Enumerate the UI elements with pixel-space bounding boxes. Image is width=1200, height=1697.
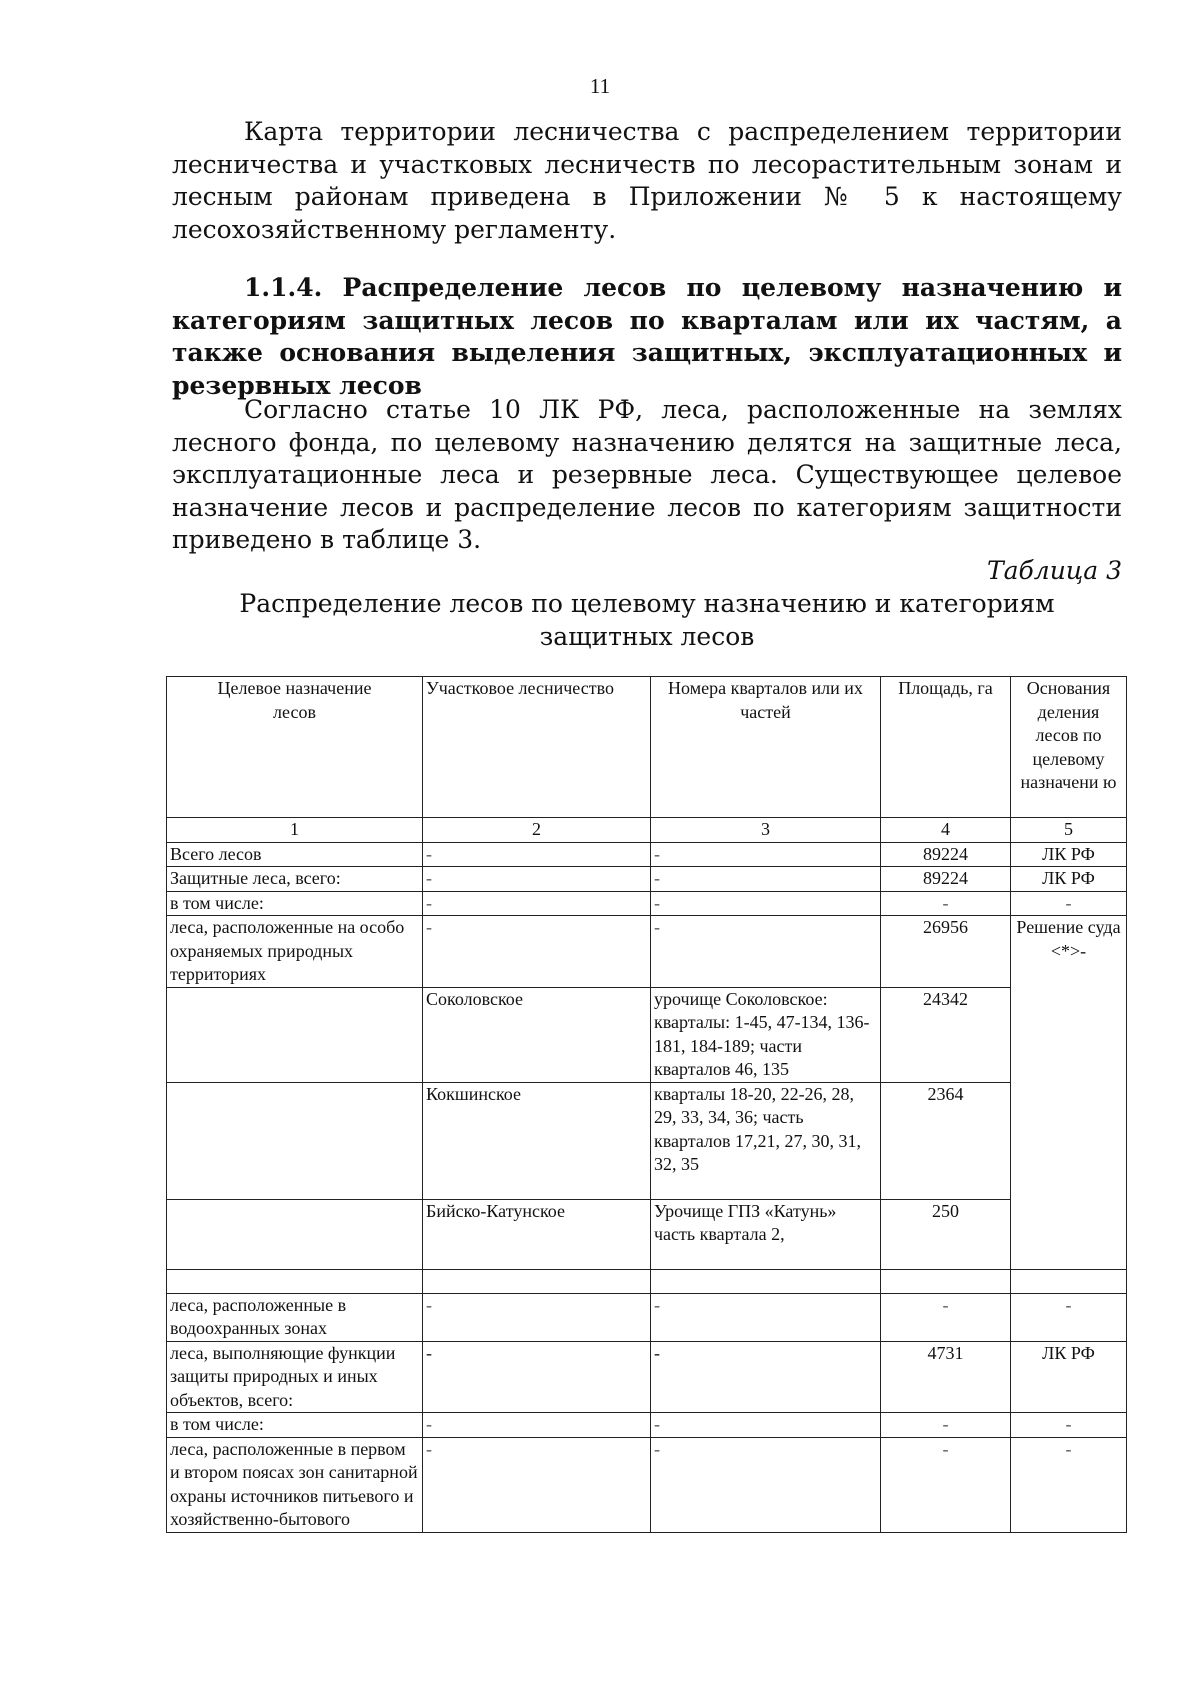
header-area: Площадь, га: [881, 677, 1011, 818]
cell-purpose: в том числе:: [167, 891, 423, 916]
intro-paragraph: Карта территории лесничества с распределением территории лесничества и участковых лесничеств по лесорастительным зонам и лесным районам приведена в Приложении № 5 к настоящему лесохозяйственному регламенту.: [172, 117, 1122, 244]
header-basis: Основания деления лесов по целевому назначени ю: [1011, 677, 1127, 818]
cell-dash: -: [423, 1293, 651, 1341]
cell-dash: -: [651, 1437, 881, 1532]
column-number: 3: [651, 818, 881, 843]
table-header-row: [167, 677, 1127, 818]
cell-area: 2364: [881, 1082, 1011, 1199]
cell-district: Соколовское: [423, 987, 651, 1082]
cell-dash: -: [651, 891, 881, 916]
cell-area: 89224: [881, 842, 1011, 867]
header-purpose: Целевое назначение лесов: [167, 677, 423, 818]
table-row: [167, 842, 1127, 867]
cell-dash: -: [423, 842, 651, 867]
cell-basis: ЛК РФ: [1011, 842, 1127, 867]
table-row: [167, 1413, 1127, 1438]
cell-dash: -: [651, 867, 881, 892]
table-row: [167, 916, 1127, 988]
column-number: 4: [881, 818, 1011, 843]
cell-purpose: Всего лесов: [167, 842, 423, 867]
section-heading: 1.1.4. Распределение лесов по целевому назначению и категориям защитных лесов по кварталам или их частям, а также основания выделения защитных, эксплуатационных и резервных лесов: [172, 273, 1122, 400]
cell-dash: -: [1011, 891, 1127, 916]
cell-purpose: Защитные леса, всего:: [167, 867, 423, 892]
table-row: [167, 891, 1127, 916]
page-number: 11: [589, 74, 611, 98]
cell-dash: -: [651, 1413, 881, 1438]
cell-dash: -: [651, 1341, 881, 1413]
cell-area: 4731: [881, 1341, 1011, 1413]
cell-quarters: урочище Соколовское: кварталы: 1-45, 47-134, 136-181, 184-189; части кварталов 46, 135: [651, 987, 881, 1082]
cell-dash: -: [881, 1413, 1011, 1438]
cell-dash: -: [423, 1413, 651, 1438]
cell-area: 26956: [881, 916, 1011, 988]
table-row: [167, 867, 1127, 892]
cell-dash: -: [423, 1437, 651, 1532]
column-number: 5: [1011, 818, 1127, 843]
cell-purpose: леса, расположенные в первом и втором поясах зон санитарной охраны источников питьевого и хозяйственно-бытового: [167, 1437, 423, 1532]
cell-area: 250: [881, 1199, 1011, 1269]
cell-district: Бийско-Катунское: [423, 1199, 651, 1269]
table-row-empty: [167, 1269, 1127, 1293]
cell-purpose: леса, расположенные на особо охраняемых природных территориях: [167, 916, 423, 988]
cell-area: 89224: [881, 867, 1011, 892]
cell-dash: -: [1011, 1437, 1127, 1532]
table-label: Таблица 3: [986, 556, 1122, 585]
body-paragraph: Согласно статье 10 ЛК РФ, леса, расположенные на землях лесного фонда, по целевому назначению делятся на защитные леса, эксплуатационные леса и резервные леса. Существующее целевое назначение лесов и распределение лесов по категориям защитности приведено в таблице 3.: [172, 395, 1122, 554]
cell-basis: Решение суда <*>-: [1011, 916, 1127, 1270]
cell-dash: -: [1011, 1413, 1127, 1438]
cell-dash: -: [651, 842, 881, 867]
cell-dash: -: [651, 916, 881, 988]
table-row: [167, 1341, 1127, 1413]
cell-empty: [167, 987, 423, 1082]
header-district: Участковое лесничество: [423, 677, 651, 818]
cell-area: 24342: [881, 987, 1011, 1082]
table-title: Распределение лесов по целевому назначению и категориям защитных лесов: [239, 589, 1055, 651]
cell-dash: -: [423, 916, 651, 988]
cell-dash: -: [423, 1341, 651, 1413]
table-row: [167, 1437, 1127, 1532]
column-number-row: [167, 818, 1127, 843]
cell-quarters: кварталы 18-20, 22-26, 28, 29, 33, 34, 36; часть кварталов 17,21, 27, 30, 31, 32, 35: [651, 1082, 881, 1199]
cell-dash: -: [881, 891, 1011, 916]
table-row: [167, 987, 1127, 1082]
column-number: 1: [167, 818, 423, 843]
cell-purpose: леса, расположенные в водоохранных зонах: [167, 1293, 423, 1341]
cell-purpose: леса, выполняющие функции защиты природных и иных объектов, всего:: [167, 1341, 423, 1413]
table-row: [167, 1293, 1127, 1341]
header-quarters: Номера кварталов или их частей: [651, 677, 881, 818]
cell-empty: [167, 1199, 423, 1269]
cell-basis: ЛК РФ: [1011, 867, 1127, 892]
column-number: 2: [423, 818, 651, 843]
cell-purpose: в том числе:: [167, 1413, 423, 1438]
cell-quarters: Урочище ГПЗ «Катунь» часть квартала 2,: [651, 1199, 881, 1269]
cell-district: Кокшинское: [423, 1082, 651, 1199]
cell-empty: [167, 1082, 423, 1199]
cell-basis: ЛК РФ: [1011, 1341, 1127, 1413]
table-row: [167, 1082, 1127, 1199]
cell-dash: -: [1011, 1293, 1127, 1341]
table-row: [167, 1199, 1127, 1269]
cell-dash: -: [423, 891, 651, 916]
forest-distribution-table: [166, 676, 1127, 1533]
cell-dash: -: [651, 1293, 881, 1341]
cell-dash: -: [881, 1293, 1011, 1341]
cell-dash: -: [881, 1437, 1011, 1532]
cell-dash: -: [423, 867, 651, 892]
